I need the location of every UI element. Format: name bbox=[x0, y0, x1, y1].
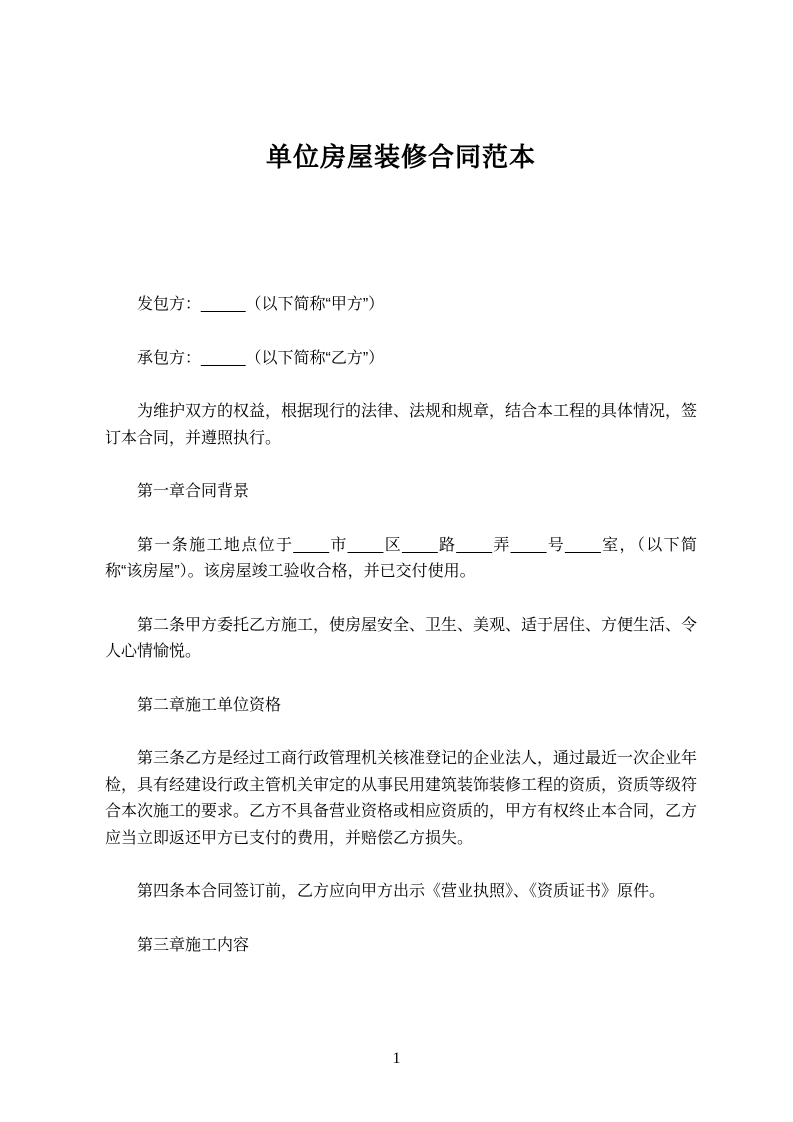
chapter-2-heading: 第二章施工单位资格 bbox=[137, 696, 282, 714]
page-footer bbox=[0, 1048, 793, 1070]
clause-1-paragraph: 第一条施工地点位于____市____区____路____弄____号____室，（以下简称“该房屋”）。该房屋竣工验收合格，并已交付使用。 bbox=[105, 536, 697, 580]
page-number: 1 bbox=[392, 1050, 401, 1067]
document-title: 单位房屋装修合同范本 bbox=[265, 142, 536, 172]
preamble-paragraph: 为维护双方的权益，根据现行的法律、法规和规章，结合本工程的具体情况，签订本合同，并遵照执行。 bbox=[105, 403, 698, 447]
party-a-line: 发包方：_____（以下简称“甲方”） bbox=[137, 296, 385, 313]
chapter-3-heading: 第三章施工内容 bbox=[137, 936, 250, 954]
clause-3-paragraph: 第三条乙方是经过工商行政管理机关核准登记的企业法人，通过最近一次企业年检，具有经建设行政主管机关审定的从事民用建筑装饰装修工程的资质，资质等级符合本次施工的要求。乙方不具备营业资格或相应资质的，甲方有权终止本合同，乙方应当立即返还甲方已支付的费用，并赔偿乙方损失。 bbox=[105, 750, 698, 847]
chapter-1-heading: 第一章合同背景 bbox=[137, 483, 250, 500]
party-b-line: 承包方：_____（以下简称“乙方”） bbox=[137, 349, 385, 367]
clause-2-paragraph: 第二条甲方委托乙方施工，使房屋安全、卫生、美观、适于居住、方便生活、令人心情愉悦。 bbox=[105, 616, 698, 660]
clause-4-paragraph: 第四条本合同签订前，乙方应向甲方出示《营业执照》、《资质证书》原件。 bbox=[137, 883, 666, 900]
